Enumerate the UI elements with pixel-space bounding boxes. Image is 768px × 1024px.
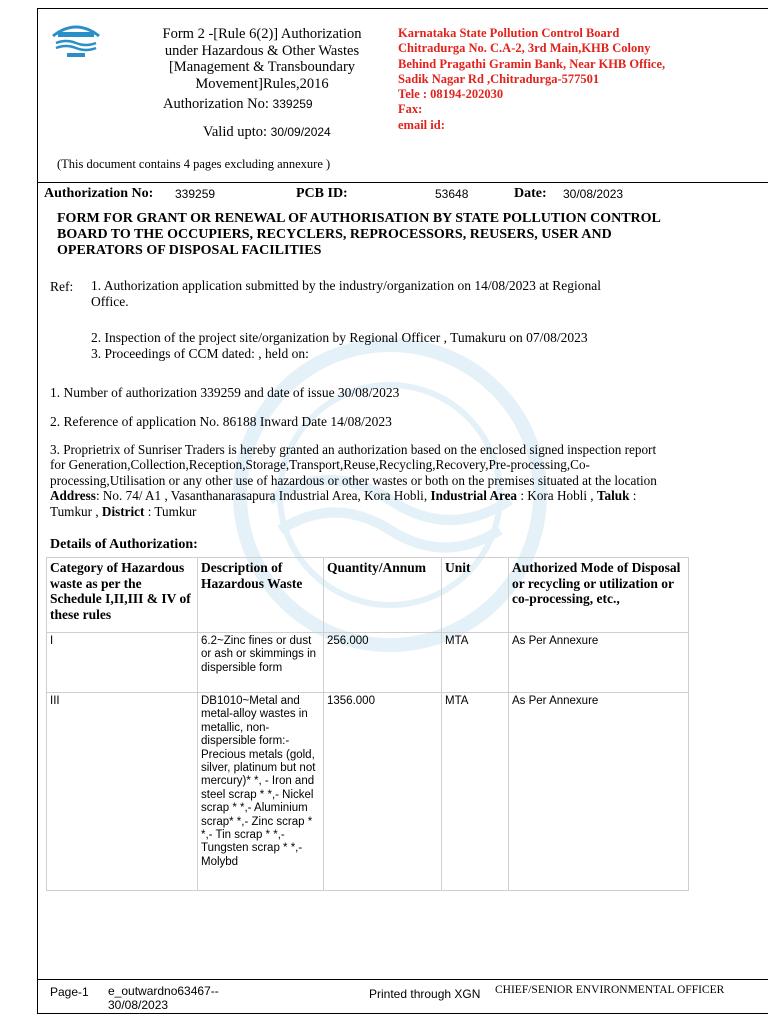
cell-description: DB1010~Metal and metal-alloy wastes in metallic, non-dispersible form:- Precious metals (gold, silver, platinum but not mercury)* *, - Iron and steel scrap * *,- Nickel scrap * *,- Aluminium scrap* *,- Zinc scrap * *,- Tin scrap * *,- Tungsten scrap * *,- Molybd xyxy=(198,693,324,891)
board-tele: Tele : 08194-202030 xyxy=(398,87,504,102)
date-label: Date: xyxy=(514,186,547,201)
cell-unit: MTA xyxy=(442,693,509,891)
ref-item-1: 1. Authorization application submitted by the industry/organization on 14/08/2023 at Regional Office. xyxy=(91,278,602,309)
header-category: Category of Hazardous waste as per the Schedule I,II,III & IV of these rules xyxy=(47,558,198,633)
table-header-row xyxy=(47,558,689,633)
header-quantity: Quantity/Annum xyxy=(324,558,442,633)
header-disposal-mode: Authorized Mode of Disposal or recycling or utilization or co-processing, etc., xyxy=(509,558,689,633)
board-address-1: Chitradurga No. C.A-2, 3rd Main,KHB Colony xyxy=(398,41,651,56)
header-authorization-number: Authorization No: 339259 xyxy=(163,96,313,112)
ref-label: Ref: xyxy=(50,279,74,294)
document-pages-note: (This document contains 4 pages excluding annexure ) xyxy=(57,157,331,171)
auth-label: Authorization No: xyxy=(44,186,154,201)
auth-value: 339259 xyxy=(175,187,216,201)
footer-divider xyxy=(37,979,768,980)
main-title: FORM FOR GRANT OR RENEWAL OF AUTHORISATION BY STATE POLLUTION CONTROL BOARD TO THE OCCUPIERS, RECYCLERS, REPROCESSORS, REUSERS, USER AND OPERATORS OF DISPOSAL FACILITIES xyxy=(57,211,661,258)
board-name: Karnataka State Pollution Control Board xyxy=(398,26,620,40)
header-description: Description of Hazardous Waste xyxy=(198,558,324,633)
date-value: 30/08/2023 xyxy=(563,187,624,201)
kspcb-logo-icon xyxy=(50,16,102,60)
board-address-3: Sadik Nagar Rd ,Chitradurga-577501 xyxy=(398,71,600,86)
footer-officer-title: CHIEF/SENIOR ENVIRONMENTAL OFFICER xyxy=(495,984,725,996)
application-reference-paragraph: 2. Reference of application No. 86188 Inward Date 14/08/2023 xyxy=(50,414,392,429)
cell-disposal-mode: As Per Annexure xyxy=(509,693,689,891)
cell-quantity: 1356.000 xyxy=(324,693,442,891)
board-email: email id: xyxy=(398,117,445,132)
cell-description: 6.2~Zinc fines or dust or ash or skimmings in dispersible form xyxy=(198,633,324,693)
details-heading: Details of Authorization: xyxy=(50,537,198,552)
ref-item-3: 3. Proceedings of CCM dated: , held on: xyxy=(91,346,309,361)
cell-category: III xyxy=(47,693,198,891)
cell-disposal-mode: As Per Annexure xyxy=(509,633,689,693)
cell-quantity: 256.000 xyxy=(324,633,442,693)
ref-item-2: 2. Inspection of the project site/organization by Regional Officer , Tumakuru on 07/08/2023 xyxy=(91,330,588,345)
footer-outward-number: e_outwardno63467-- 30/08/2023 xyxy=(108,984,219,1012)
footer-page-number: Page-1 xyxy=(50,985,89,999)
header-unit: Unit xyxy=(442,558,509,633)
form-title: Form 2 -[Rule 6(2)] Authorization under Hazardous & Other Wastes [Management & Transboundary Movement]Rules,2016 xyxy=(162,26,362,92)
header-divider xyxy=(37,182,768,183)
pcb-id-label: PCB ID: xyxy=(296,186,348,201)
table-row xyxy=(47,693,689,891)
footer-printed-through: Printed through XGN xyxy=(369,987,481,1001)
pcb-id-value: 53648 xyxy=(435,187,469,201)
authorization-number-paragraph: 1. Number of authorization 339259 and date of issue 30/08/2023 xyxy=(50,385,400,400)
table-row xyxy=(47,633,689,693)
board-fax: Fax: xyxy=(398,102,423,117)
header-valid-upto: Valid upto: 30/09/2024 xyxy=(203,124,331,140)
hazardous-waste-table xyxy=(46,557,689,891)
authorization-row xyxy=(44,186,764,204)
cell-category: I xyxy=(47,633,198,693)
board-address-2: Behind Pragathi Gramin Bank, Near KHB Office, xyxy=(398,56,666,71)
cell-unit: MTA xyxy=(442,633,509,693)
authorization-grant-paragraph: 3. Proprietrix of Sunriser Traders is hereby granted an authorization based on the enclosed signed inspection report for Generation,Collection,Reception,Storage,Transport,Reuse,Recycling,Recovery,Pre-processing,Co-processing,Utilisation or any other use of hazardous or other wastes or both on the premises situated at the location Address: No. 74/ A1 , Vasanthanarasapura Industrial Area, Kora Hobli, Industrial Area : Kora Hobli , Taluk : Tumkur , District : Tumkur xyxy=(50,442,657,519)
board-contact-block xyxy=(398,26,708,133)
